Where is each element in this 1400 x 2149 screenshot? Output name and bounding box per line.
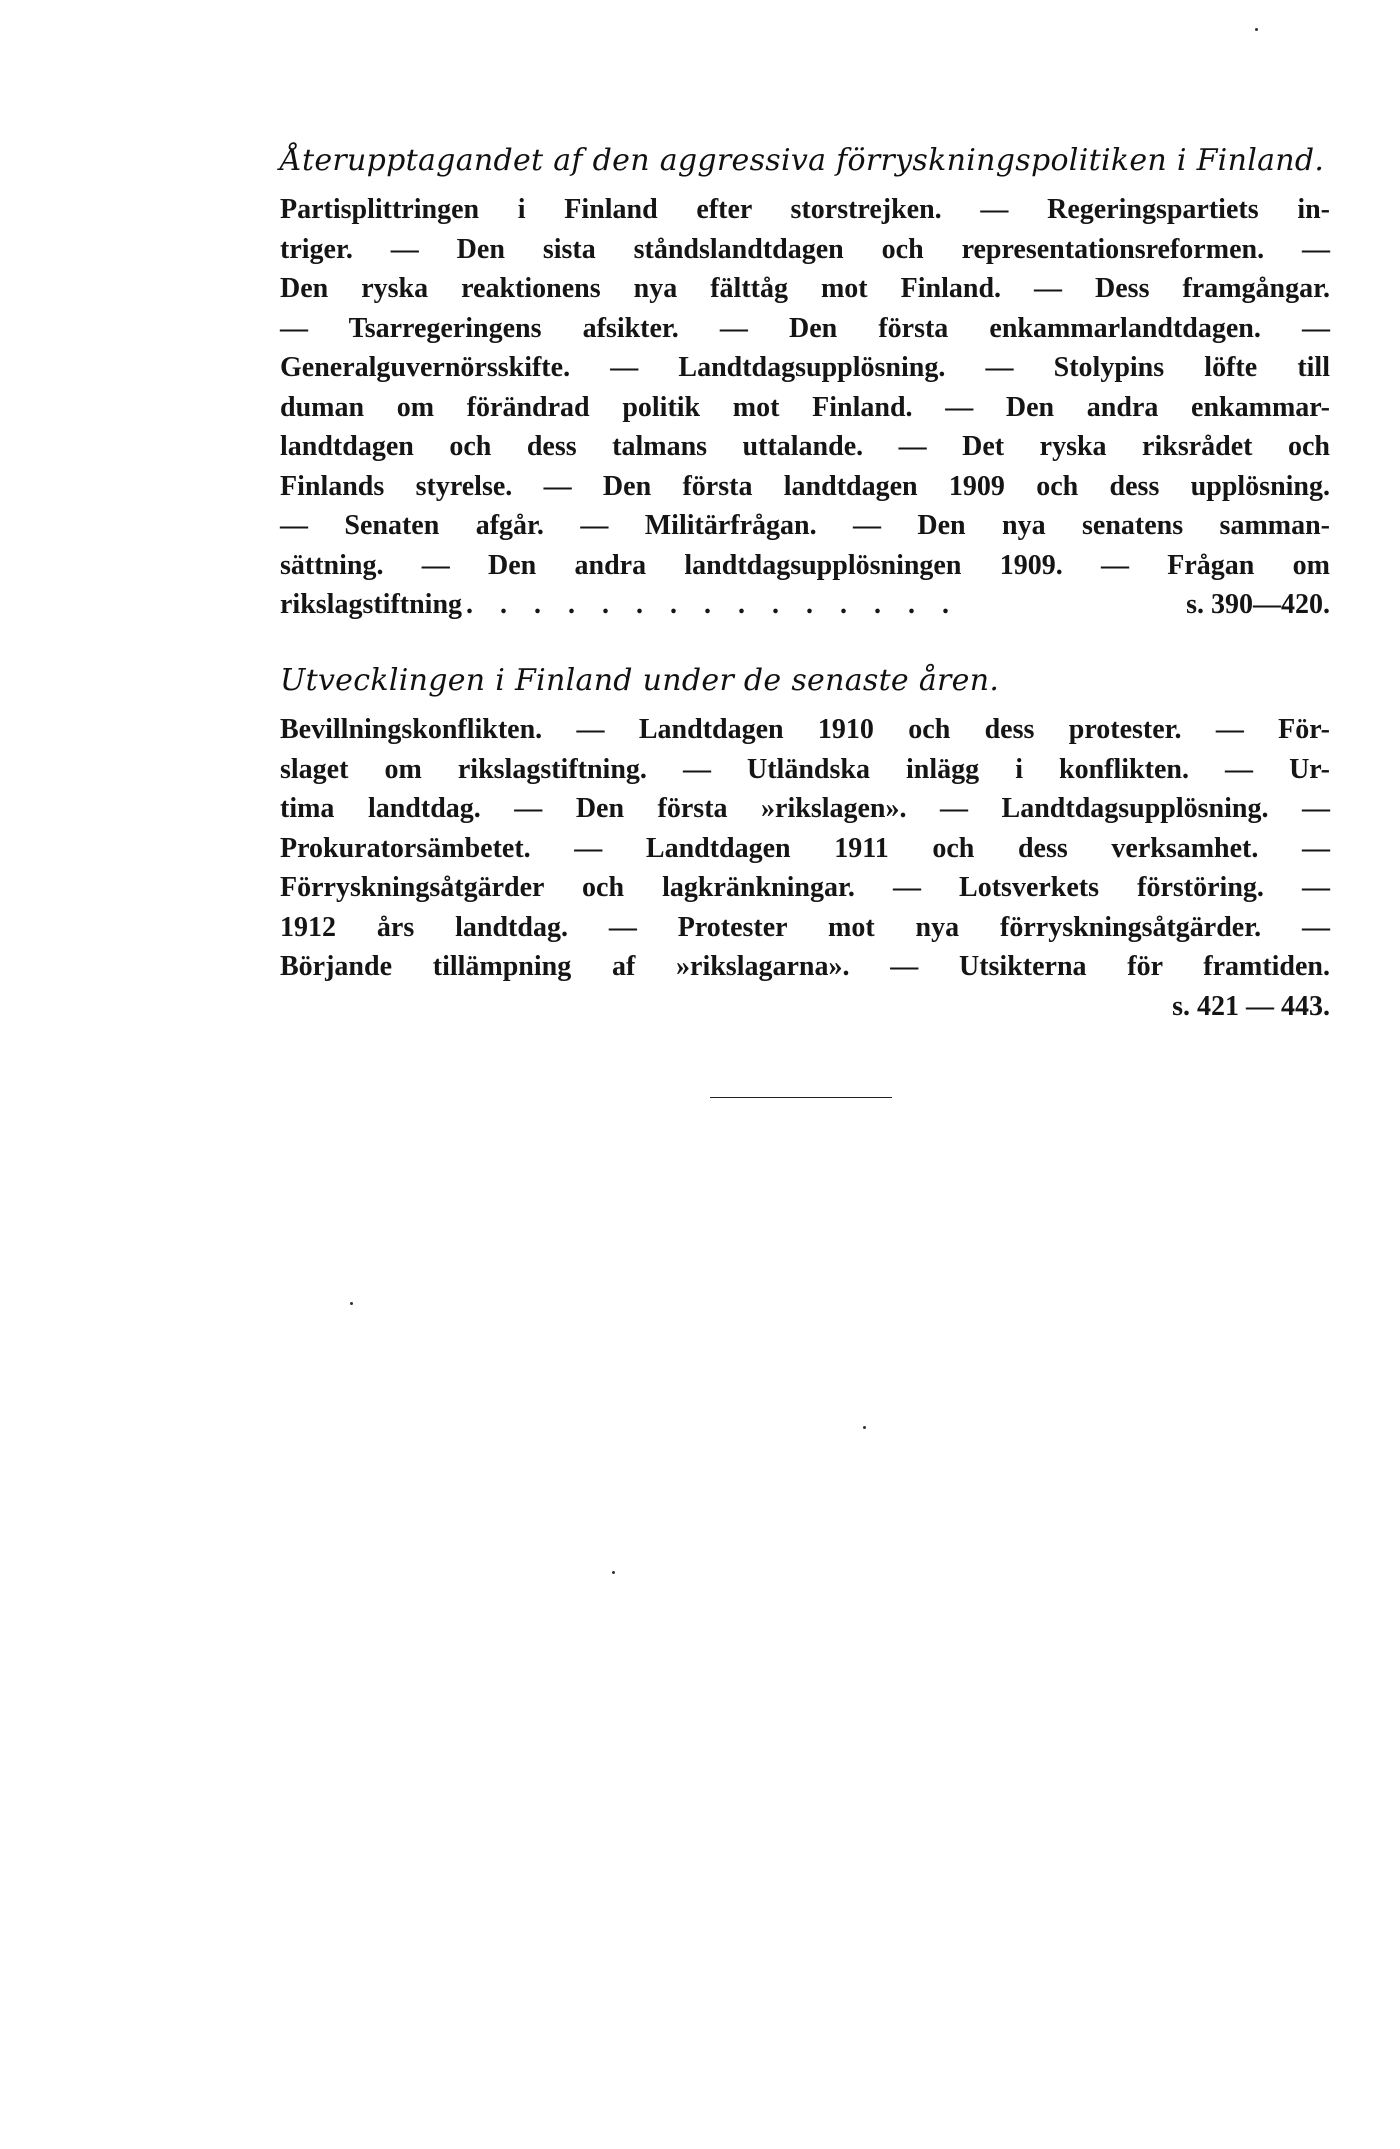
paper-speck <box>350 1302 353 1305</box>
paper-speck <box>863 1426 866 1429</box>
text-line: triger. — Den sista ståndslandtdagen och representationsreformen. — <box>280 233 1330 265</box>
separator-rule <box>710 1097 892 1098</box>
text-line: — Senaten afgår. — Militärfrågan. — Den nya senatens samman- <box>280 510 1330 541</box>
text-line: Generalguvernörsskifte. — Landtdagsupplösning. — Stolypins löfte till <box>280 352 1330 383</box>
page-range-label: rikslagstiftning <box>280 589 463 620</box>
page-range: s. 421 — 443. <box>1172 990 1330 1022</box>
text-line: — Tsarregeringens afsikter. — Den första enkammarlandtdagen. — <box>280 312 1330 344</box>
text-line: 1912 års landtdag. — Protester mot nya förryskningsåtgärder. — <box>280 911 1330 943</box>
text-line: landtdagen och dess talmans uttalande. — Det ryska riksrådet och <box>280 431 1330 462</box>
text-line: Börjande tillämpning af »rikslagarna». — Utsikterna för framtiden. <box>280 951 1330 982</box>
text-line: Finlands styrelse. — Den första landtdagen 1909 och dess upplösning. <box>280 470 1330 502</box>
text-line: slaget om rikslagstiftning. — Utländska inlägg i konflikten. — Ur- <box>280 753 1330 785</box>
text-line: duman om förändrad politik mot Finland. — Den andra enkammar- <box>280 391 1330 423</box>
section-heading: Återupptagandet af den aggressiva förryskningspolitiken i Finland. <box>280 143 1325 178</box>
text-line: Förryskningsåtgärder och lagkränkningar. — Lotsverkets förstöring. — <box>280 872 1330 903</box>
leader-dots: . . . . . . . . . . . . . . . <box>466 589 960 620</box>
paper-speck <box>1255 28 1258 31</box>
text-line: tima landtdag. — Den första »rikslagen». — Landtdagsupplösning. — <box>280 793 1330 824</box>
paper-speck <box>612 1571 615 1574</box>
text-line: sättning. — Den andra landtdagsupplösningen 1909. — Frågan om <box>280 549 1330 581</box>
text-line: Den ryska reaktionens nya fälttåg mot Finland. — Dess framgångar. <box>280 273 1330 304</box>
section-1 <box>280 140 1330 625</box>
page-range-line <box>280 585 1330 625</box>
text-line: Bevillningskonflikten. — Landtdagen 1910 och dess protester. — För- <box>280 714 1330 745</box>
text-line: Partisplittringen i Finland efter storstrejken. — Regeringspartiets in- <box>280 194 1330 225</box>
text-line: Prokuratorsämbetet. — Landtdagen 1911 och dess verksamhet. — <box>280 832 1330 864</box>
page-range: s. 390—420. <box>1186 589 1330 620</box>
section-2 <box>280 660 1330 1026</box>
section-heading: Utvecklingen i Finland under de senaste åren. <box>280 663 1000 698</box>
